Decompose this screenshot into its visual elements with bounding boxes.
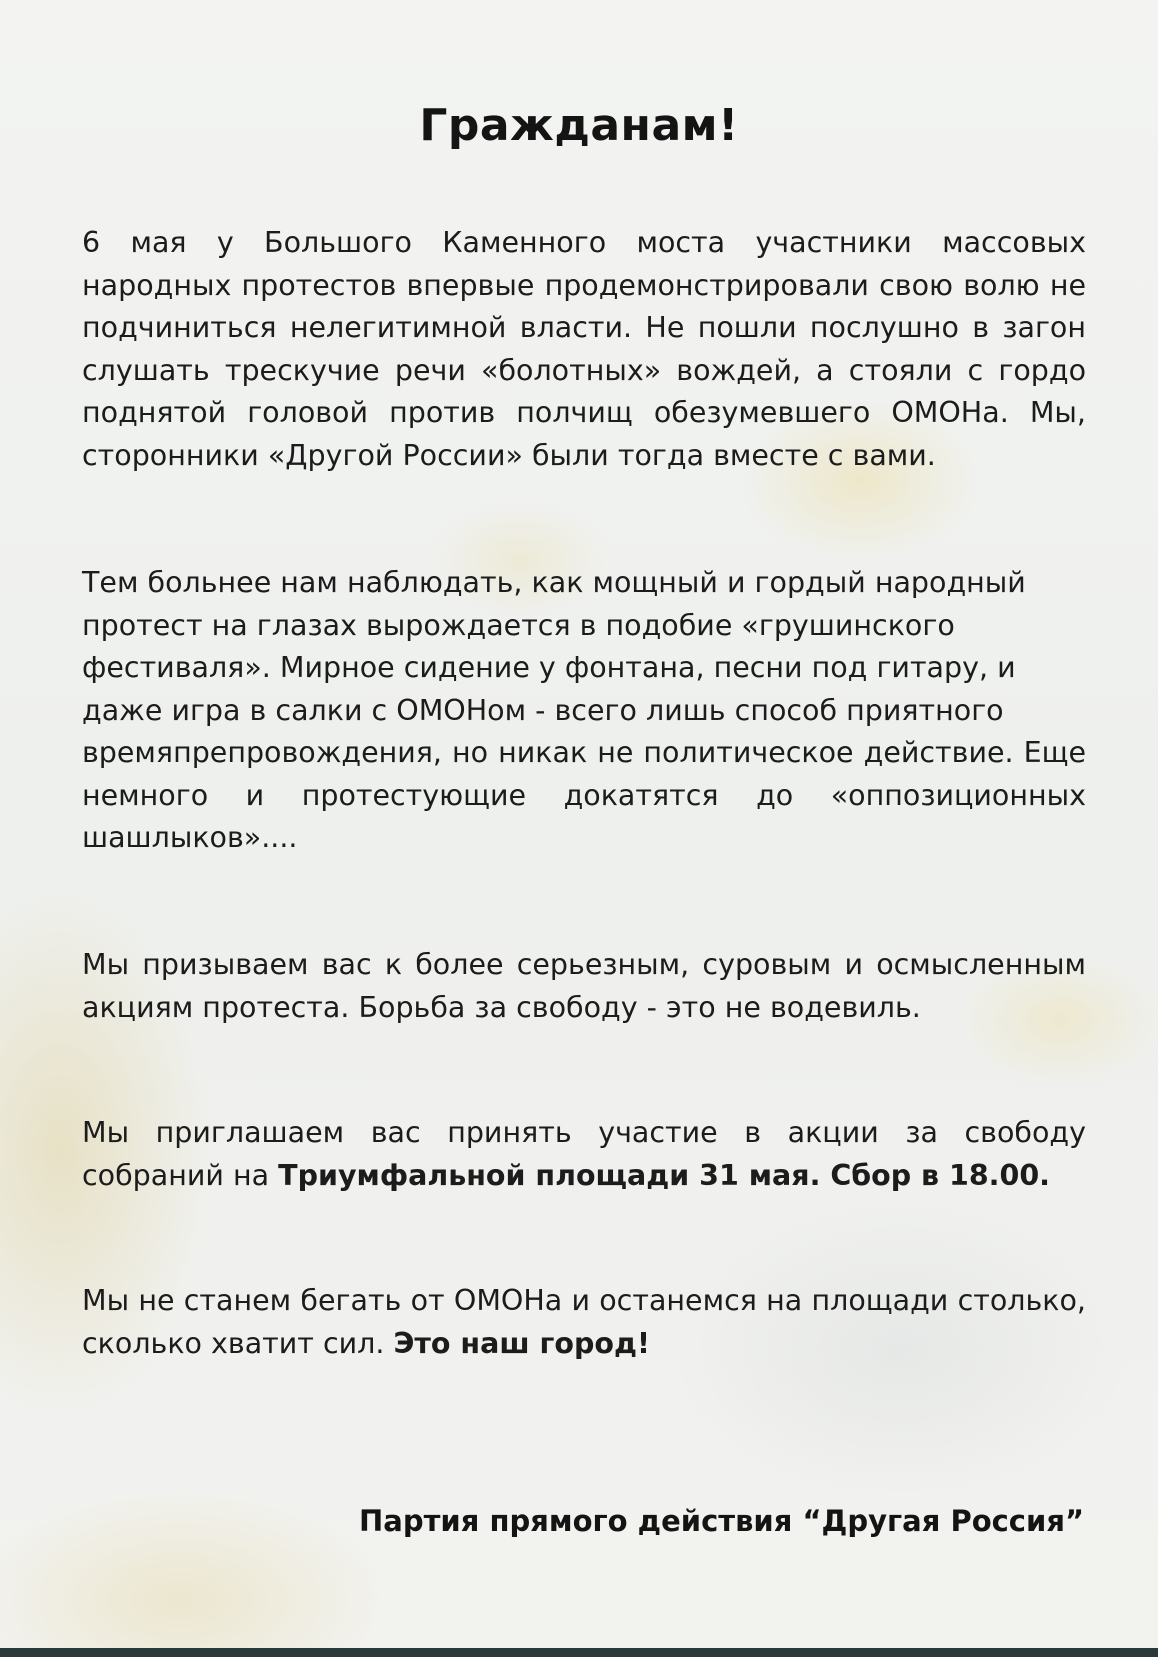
paragraph-5-text: Мы не станем бегать от ОМОНа и останемся на площади столько, сколько хватит сил.: [82, 1284, 1086, 1360]
paragraph-3-text: Мы призываем вас к более серьезным, суровым и осмысленным акциям протеста. Борьба за свободу - это не водевиль.: [82, 948, 1086, 1024]
signature: Партия прямого действия “Другая Россия”: [359, 1504, 1084, 1538]
paragraph-4-text: Мы приглашаем вас принять участие в акции за свободу собраний на: [82, 1116, 1086, 1192]
paragraph-2-text: Тем больнее нам наблюдать, как мощный и гордый народный протест на глазах вырождается в подобие «грушинского фестиваля». Мирное сидение у фонтана, песни под гитару, и даже игра в салки с ОМОНом - всего лишь способ приятного: [82, 566, 1026, 727]
flyer-title: Гражданам!: [419, 100, 739, 151]
closing-slogan: Это наш город!: [393, 1326, 650, 1360]
paragraph-2: [82, 562, 1086, 860]
paragraph-1: [82, 222, 1086, 477]
paragraph-5: [82, 1280, 1086, 1365]
paragraph-2-continuation: времяпрепровождения, но никак не политическое действие. Еще немного и протестующие докатятся до «оппозиционных шашлыков»....: [82, 736, 1086, 854]
paragraph-1-text: 6 мая у Большого Каменного моста участники массовых народных протестов впервые продемонстрировали свою волю не подчиниться нелегитимной власти. Не пошли послушно в загон слушать трескучие речи «болотных» вождей, а стояли с гордо поднятой головой против полчищ обезумевшего ОМОНа. Мы, сторонники «Другой России» были тогда вместе с вами.: [82, 226, 1086, 472]
paragraph-3: [82, 944, 1086, 1029]
rally-location-time: Триумфальной площади 31 мая. Сбор в 18.00.: [278, 1158, 1050, 1192]
paragraph-4: [82, 1112, 1086, 1197]
